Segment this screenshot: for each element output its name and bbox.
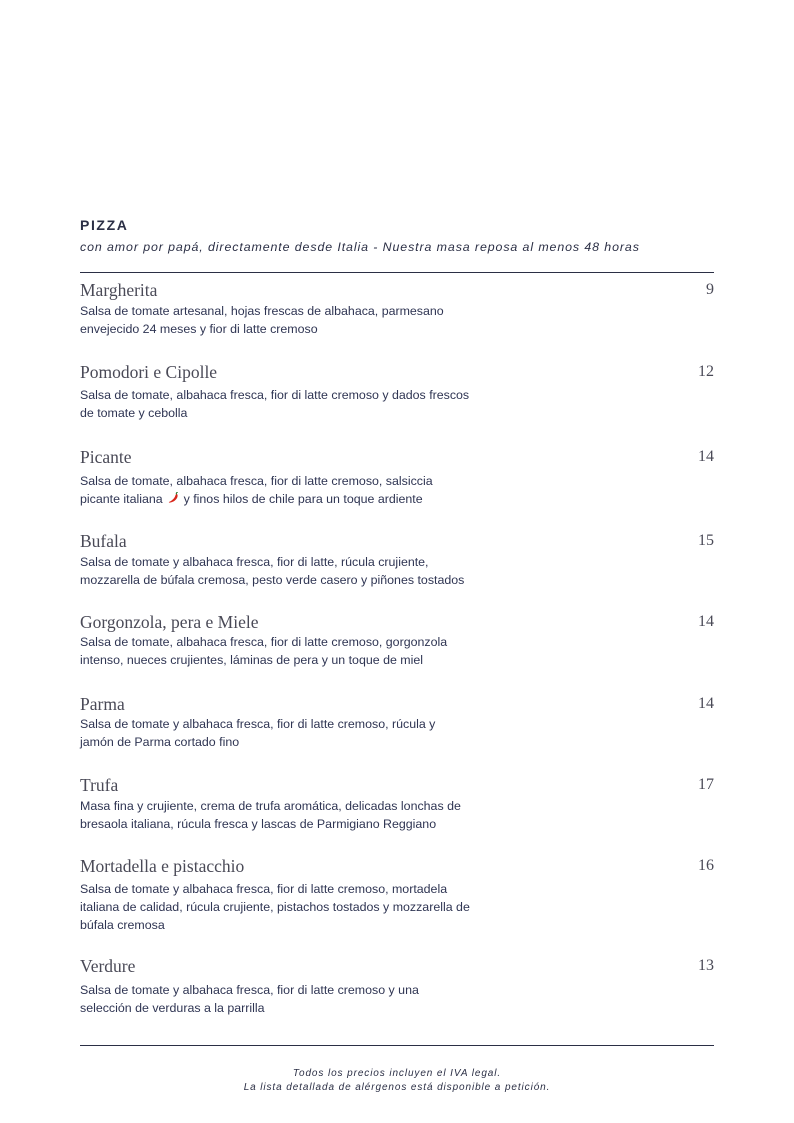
item-price: 17 (698, 776, 714, 793)
item-description-line: jamón de Parma cortado fino (80, 735, 240, 749)
item-description-line: Salsa de tomate artesanal, hojas frescas de albahaca, parmesano (80, 304, 444, 318)
menu-item-margherita (80, 279, 714, 338)
item-name: Parma (80, 694, 125, 714)
item-description (80, 553, 500, 589)
menu-item-bufala (80, 530, 714, 589)
menu-item-mortadella-e-pistacchio (80, 855, 714, 934)
top-divider (80, 272, 714, 273)
item-price: 9 (706, 281, 714, 298)
item-description (80, 386, 505, 422)
item-name: Margherita (80, 280, 158, 300)
item-description (80, 472, 500, 508)
item-description-line: Salsa de tomate, albahaca fresca, fior di latte cremoso, gorgonzola (80, 635, 448, 649)
item-name: Bufala (80, 531, 127, 551)
footer-allergen-note: La lista detallada de alérgenos está disponible a petición. (243, 1082, 551, 1093)
item-description-line: mozzarella de búfala cremosa, pesto verde casero y piñones tostados (80, 573, 465, 587)
bottom-divider (80, 1045, 714, 1046)
menu-item-verdure (80, 955, 714, 1017)
item-name: Pomodori e Cipolle (80, 362, 218, 382)
menu-items (80, 279, 714, 1017)
item-description-text: picante italiana (80, 492, 163, 506)
item-description-text: y finos hilos de chile para un toque ardiente (183, 492, 423, 506)
item-description-line: Masa fina y crujiente, crema de trufa aromática, delicadas lonchas de (80, 799, 461, 813)
menu-item-gorgonzola-pera-e-miele (80, 611, 714, 669)
menu-item-parma (80, 693, 714, 751)
item-description-line: envejecido 24 meses y fior di latte cremoso (80, 322, 318, 336)
item-description (80, 981, 500, 1017)
item-description-line: Salsa de tomate y albahaca fresca, fior di latte cremoso, mortadela (80, 882, 448, 896)
item-description-line: Salsa de tomate, albahaca fresca, fior di latte cremoso y dados frescos (80, 388, 470, 402)
item-description-line: Salsa de tomate y albahaca fresca, fior di latte cremoso, rúcula y (80, 717, 436, 731)
item-name: Trufa (80, 775, 119, 795)
menu-item-pomodori-e-cipolle (80, 361, 714, 422)
item-description-line: italiana de calidad, rúcula crujiente, pistachos tostados y mozzarella de (80, 900, 470, 914)
item-description (80, 880, 505, 934)
item-description (80, 715, 500, 751)
item-name: Picante (80, 447, 132, 467)
item-description-line: de tomate y cebolla (80, 406, 188, 420)
item-description-line: Salsa de tomate, albahaca fresca, fior di latte cremoso, salsiccia (80, 474, 433, 488)
item-description-line: Salsa de tomate y albahaca fresca, fior di latte cremoso y una (80, 983, 419, 997)
item-description (80, 633, 500, 669)
section-subtitle: con amor por papá, directamente desde Italia - Nuestra masa reposa al menos 48 horas (80, 240, 640, 254)
item-price: 14 (698, 613, 714, 630)
item-price: 14 (698, 448, 714, 465)
chili-pepper-icon (167, 492, 179, 504)
item-price: 15 (698, 532, 714, 549)
item-price: 12 (698, 363, 714, 380)
item-name: Gorgonzola, pera e Miele (80, 612, 259, 632)
menu-item-trufa (80, 774, 714, 833)
item-description (80, 302, 500, 338)
item-price: 16 (698, 857, 714, 874)
menu-item-picante (80, 446, 714, 508)
item-price: 14 (698, 695, 714, 712)
footer-note (80, 1067, 714, 1095)
section-title: PIZZA (80, 217, 129, 233)
item-description-line: Salsa de tomate y albahaca fresca, fior di latte, rúcula crujiente, (80, 555, 429, 569)
footer-vat-note: Todos los precios incluyen el IVA legal. (292, 1068, 502, 1079)
item-name: Mortadella e pistacchio (80, 856, 245, 876)
item-description-line: búfala cremosa (80, 918, 165, 932)
item-name: Verdure (80, 956, 136, 976)
item-description-line: selección de verduras a la parrilla (80, 1001, 265, 1015)
item-description-line (80, 490, 500, 508)
item-description-line: bresaola italiana, rúcula fresca y lascas de Parmigiano Reggiano (80, 817, 437, 831)
menu-page (80, 216, 714, 1017)
item-description-line: intenso, nueces crujientes, láminas de pera y un toque de miel (80, 653, 424, 667)
item-description (80, 797, 500, 833)
item-price: 13 (698, 957, 714, 974)
